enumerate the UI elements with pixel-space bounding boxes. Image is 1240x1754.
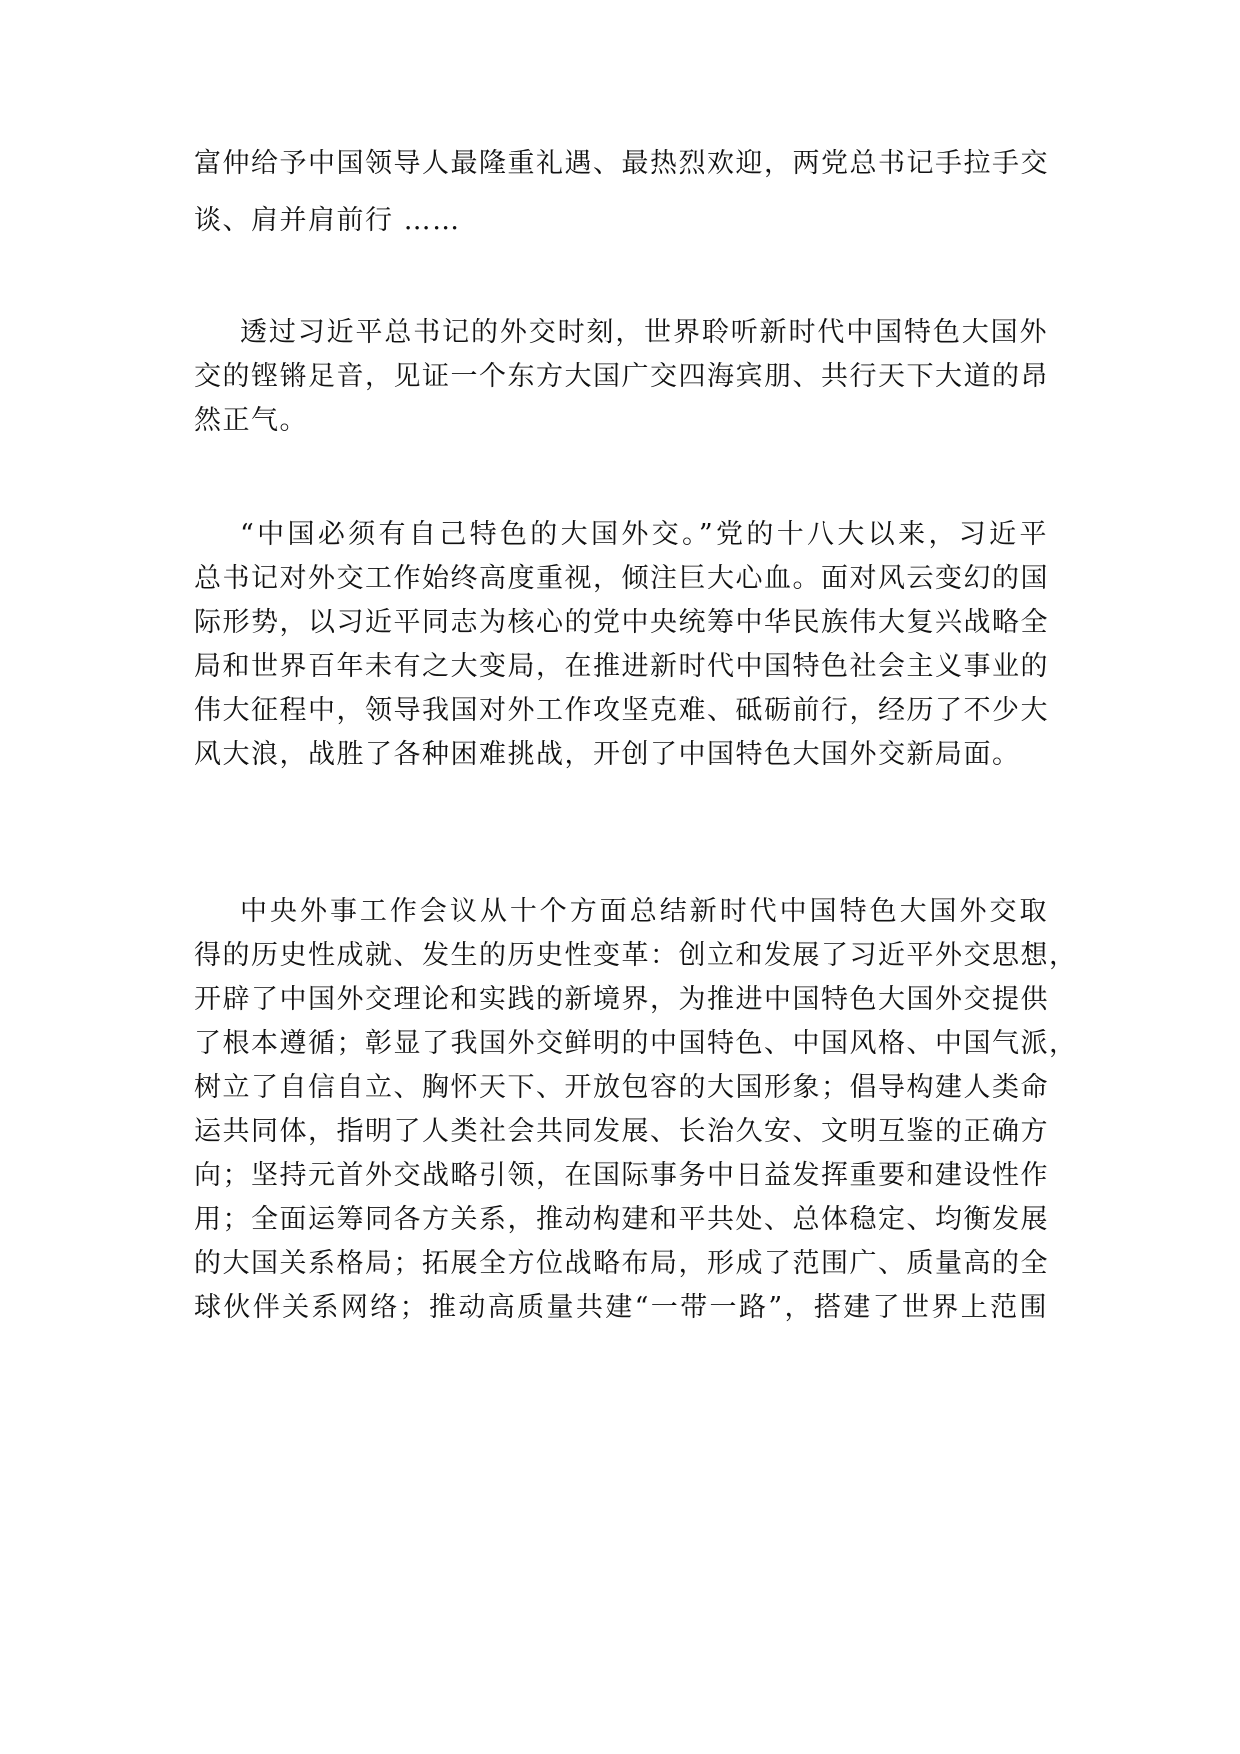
paragraph-4	[194, 890, 1078, 1330]
paragraph-4-line-6: 运共同体，指明了人类社会共同发展、长治久安、文明互鉴的正确方	[194, 1116, 1049, 1147]
paragraph-4-line-2: 得的历史性成就、发生的历史性变革：创立和发展了习近平外交思想，	[194, 940, 1078, 971]
paragraph-2-line-1: 透过习近平总书记的外交时刻，世界聆听新时代中国特色大国外	[240, 317, 1048, 348]
paragraph-4-line-5: 树立了自信自立、胸怀天下、开放包容的大国形象；倡导构建人类命	[194, 1072, 1049, 1103]
paragraph-4-line-4: 了根本遵循；彰显了我国外交鲜明的中国特色、中国风格、中国气派，	[194, 1028, 1078, 1059]
paragraph-1-line-2: 谈、肩并肩前行 ……	[194, 205, 461, 236]
paragraph-2-line-2: 交的铿锵足音，见证一个东方大国广交四海宾朋、共行天下大道的昂	[194, 361, 1049, 392]
paragraph-2-line-3: 然正气。	[194, 405, 308, 436]
paragraph-3-line-1: “中国必须有自己特色的大国外交。”党的十八大以来，习近平	[240, 519, 1048, 550]
paragraph-4-line-3: 开辟了中国外交理论和实践的新境界，为推进中国特色大国外交提供	[194, 984, 1049, 1015]
paragraph-3-line-2: 总书记对外交工作始终高度重视，倾注巨大心血。面对风云变幻的国	[194, 563, 1049, 594]
paragraph-3	[194, 513, 1048, 777]
paragraph-2	[194, 311, 1048, 443]
paragraph-3-line-6: 风大浪，战胜了各种困难挑战，开创了中国特色大国外交新局面。	[194, 739, 1021, 770]
paragraph-3-line-3: 际形势，以习近平同志为核心的党中央统筹中华民族伟大复兴战略全	[194, 607, 1049, 638]
paragraph-3-line-4: 局和世界百年未有之大变局，在推进新时代中国特色社会主义事业的	[194, 651, 1049, 682]
paragraph-4-line-7: 向；坚持元首外交战略引领，在国际事务中日益发挥重要和建设性作	[194, 1160, 1049, 1191]
paragraph-4-line-1: 中央外事工作会议从十个方面总结新时代中国特色大国外交取	[240, 896, 1048, 927]
paragraph-4-line-9: 的大国关系格局；拓展全方位战略布局，形成了范围广、质量高的全	[194, 1248, 1049, 1279]
paragraph-3-line-5: 伟大征程中，领导我国对外工作攻坚克难、砥砺前行，经历了不少大	[194, 695, 1049, 726]
paragraph-1	[194, 142, 1048, 243]
paragraph-4-line-8: 用；全面运筹同各方关系，推动构建和平共处、总体稳定、均衡发展	[194, 1204, 1049, 1235]
paragraph-4-line-10: 球伙伴关系网络；推动高质量共建“一带一路”，搭建了世界上范围	[194, 1292, 1048, 1323]
paragraph-1-line-1: 富仲给予中国领导人最隆重礼遇、最热烈欢迎，两党总书记手拉手交	[194, 148, 1049, 179]
